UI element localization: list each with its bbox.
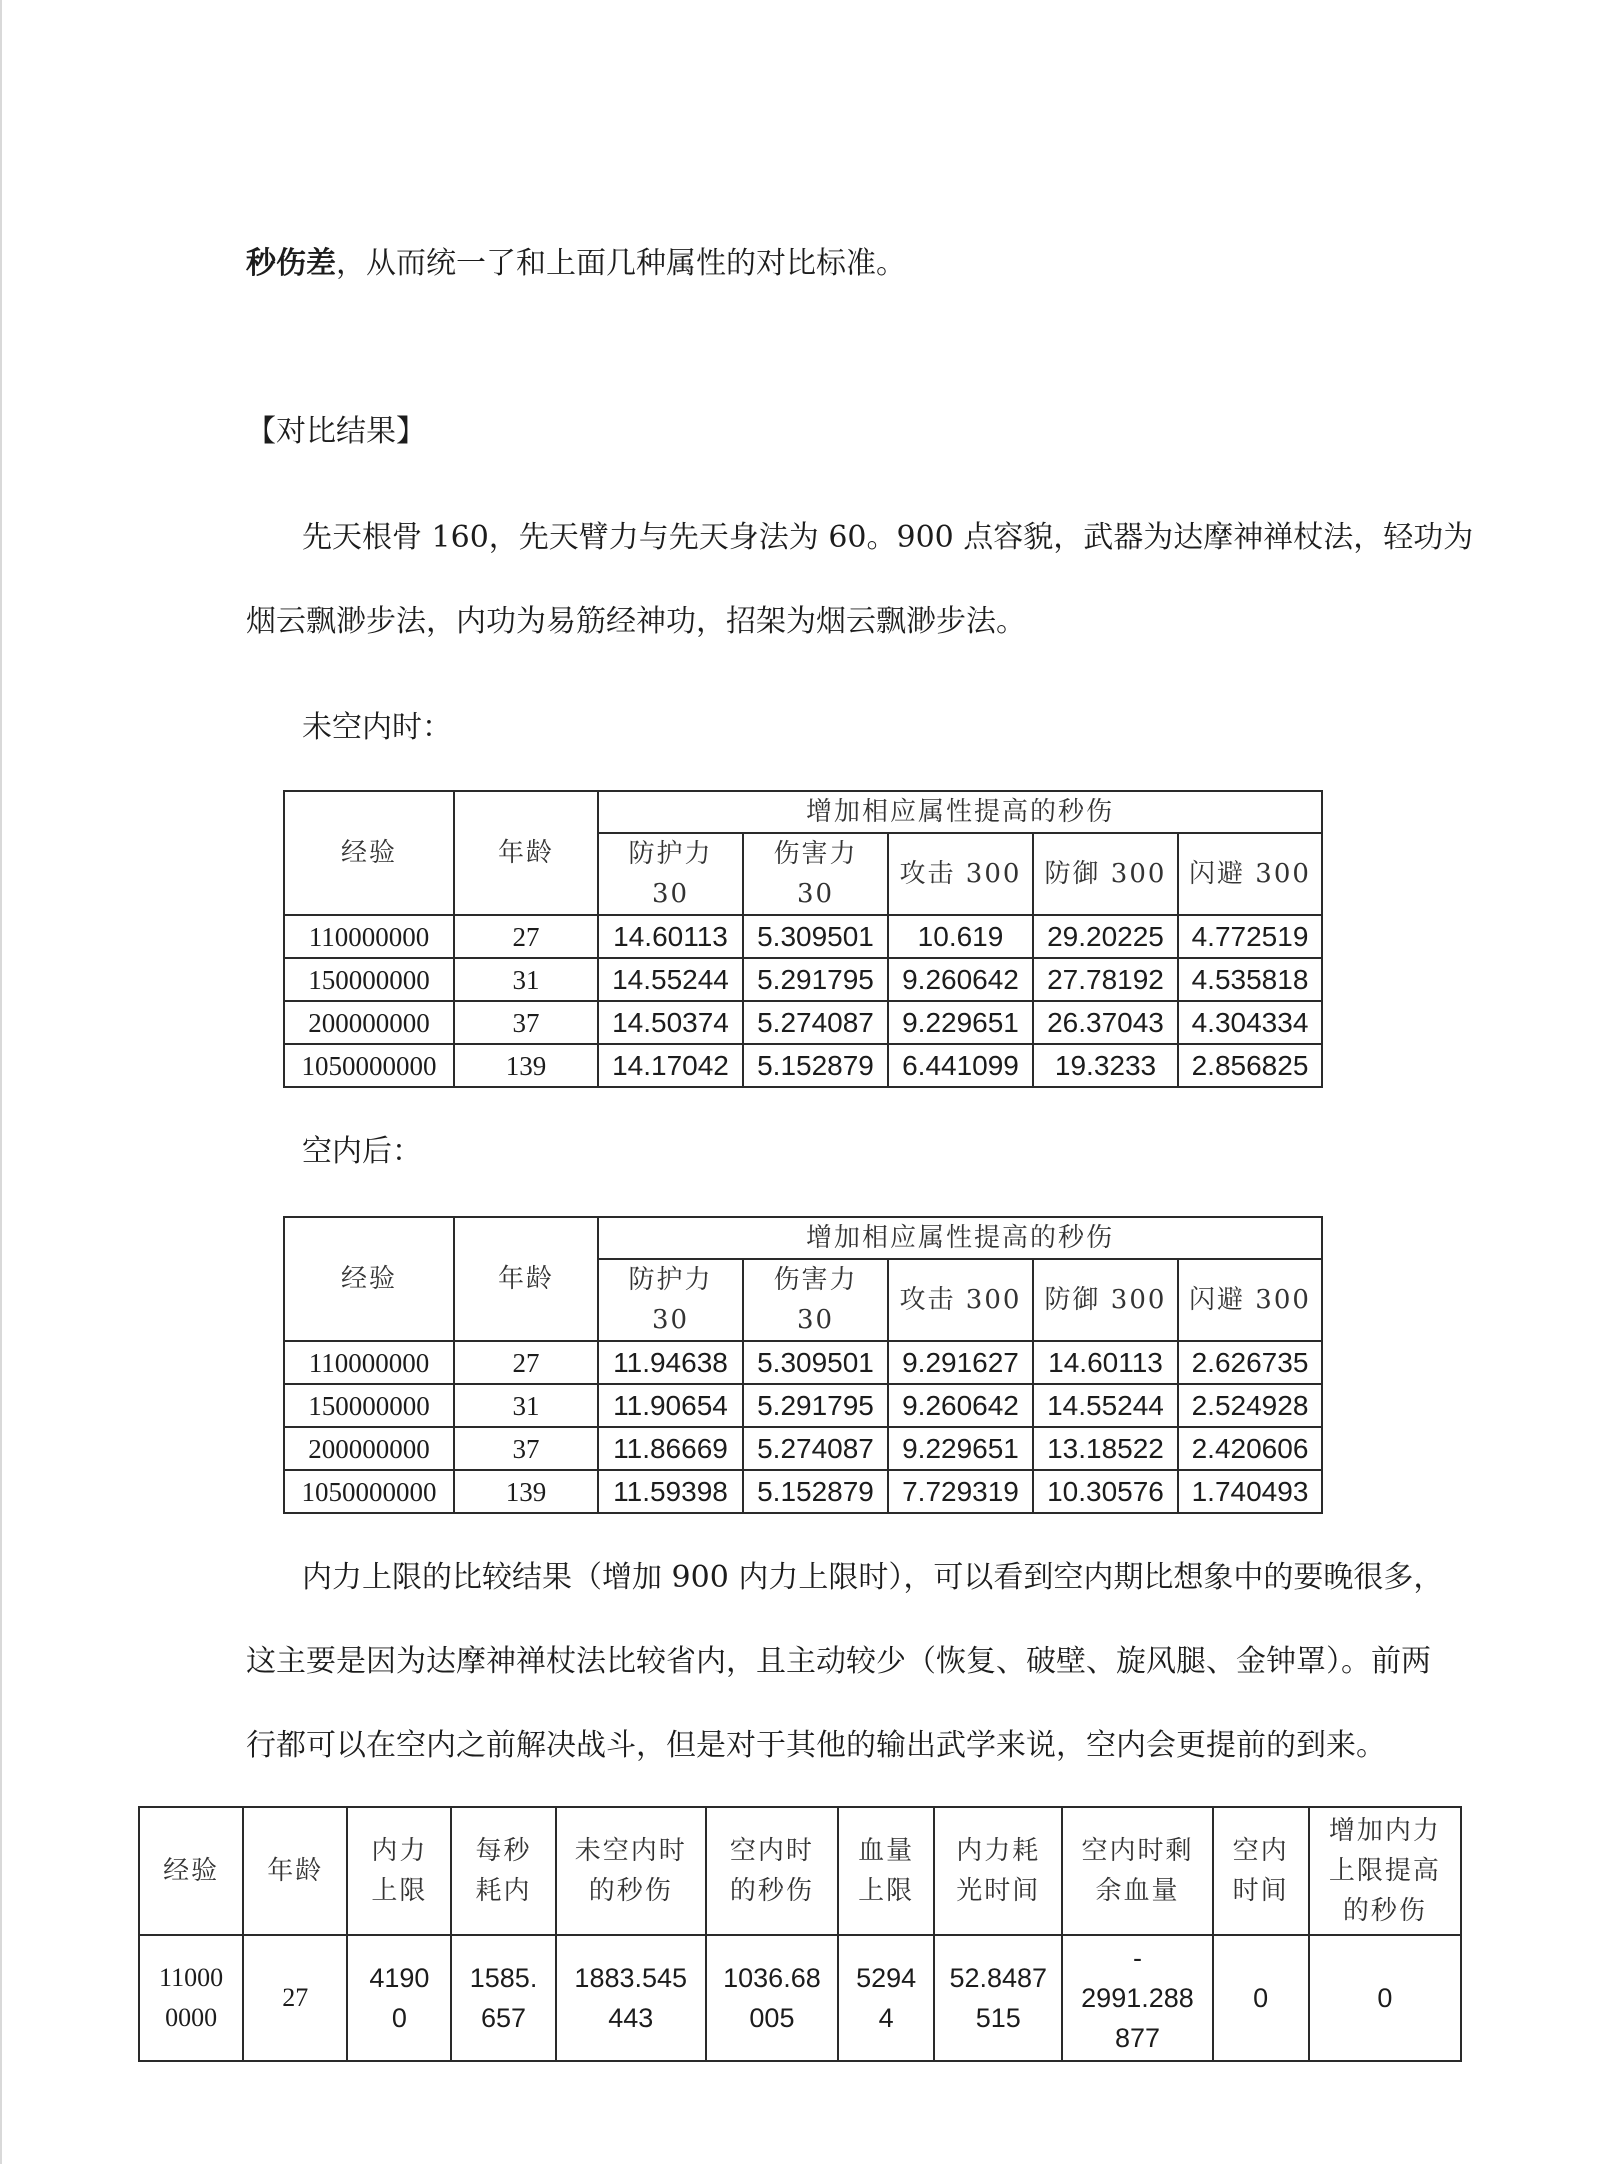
cell-exp: 1050000000 [284, 1470, 454, 1513]
cell-value: 5.274087 [743, 1001, 888, 1044]
cell-value: 10.30576 [1033, 1470, 1178, 1513]
cell-empty-time: 0 [1213, 1935, 1309, 2061]
cell-age: 31 [454, 958, 598, 1001]
header-age: 年龄 [454, 791, 598, 915]
header-age: 年龄 [454, 1217, 598, 1341]
header-defend: 防御 300 [1033, 1259, 1178, 1341]
cell-dps-before: 1883.545 443 [556, 1935, 706, 2061]
cell-value: 9.229651 [888, 1427, 1033, 1470]
table-after-empty [283, 1216, 1323, 1514]
cell-value: 1.740493 [1178, 1470, 1322, 1513]
cell-value: 10.619 [888, 915, 1033, 958]
table-row [284, 1384, 1322, 1427]
cell-mp-per-sec: 1585. 657 [451, 1935, 555, 2061]
cell-value: 2.524928 [1178, 1384, 1322, 1427]
table-row [284, 1001, 1322, 1044]
cell-value: 4.304334 [1178, 1001, 1322, 1044]
header-defense-power: 防护力 30 [598, 833, 743, 915]
cell-age: 27 [243, 1935, 347, 2061]
cell-value: 14.17042 [598, 1044, 743, 1087]
header-attr-group: 增加相应属性提高的秒伤 [598, 791, 1322, 833]
cell-exp: 150000000 [284, 1384, 454, 1427]
label-after-empty: 空内后： [302, 1134, 422, 1169]
cell-value: 7.729319 [888, 1470, 1033, 1513]
header-dodge: 闪避 300 [1178, 833, 1322, 915]
table-row [284, 1427, 1322, 1470]
intro-text: ，从而统一了和上面几种属性的对比标准。 [336, 246, 906, 281]
table-row [284, 915, 1322, 958]
page-edge [0, 0, 2, 2164]
header-dps-after: 空内时 的秒伤 [706, 1807, 838, 1935]
cell-value: 9.229651 [888, 1001, 1033, 1044]
header-gain: 增加内力 上限提高 的秒伤 [1309, 1807, 1461, 1935]
table-row [284, 1470, 1322, 1513]
conclusion-line-3: 行都可以在空内之前解决战斗，但是对于其他的输出武学来说，空内会更提前的到来。 [246, 1728, 1386, 1763]
cell-hp-cap: 5294 4 [838, 1935, 934, 2061]
table-row [139, 1935, 1461, 2061]
header-attr-group: 增加相应属性提高的秒伤 [598, 1217, 1322, 1259]
cell-age: 37 [454, 1427, 598, 1470]
cell-age: 27 [454, 1341, 598, 1384]
table-row [284, 1341, 1322, 1384]
table-row [284, 958, 1322, 1001]
cell-exp: 110000000 [284, 915, 454, 958]
cell-value: 11.86669 [598, 1427, 743, 1470]
cell-exp: 200000000 [284, 1427, 454, 1470]
header-dps-before: 未空内时 的秒伤 [556, 1807, 706, 1935]
cell-age: 27 [454, 915, 598, 958]
header-mp-cap: 内力 上限 [347, 1807, 451, 1935]
cell-value: 11.90654 [598, 1384, 743, 1427]
header-attack: 攻击 300 [888, 1259, 1033, 1341]
cell-age: 139 [454, 1044, 598, 1087]
header-hp-left: 空内时剩 余血量 [1062, 1807, 1212, 1935]
cell-value: 9.260642 [888, 1384, 1033, 1427]
cell-value: 29.20225 [1033, 915, 1178, 958]
cell-value: 4.535818 [1178, 958, 1322, 1001]
table-mp-cap [138, 1806, 1462, 2062]
cell-mp-time: 52.8487 515 [934, 1935, 1062, 2061]
header-empty-time: 空内 时间 [1213, 1807, 1309, 1935]
cell-value: 2.626735 [1178, 1341, 1322, 1384]
cell-value: 6.441099 [888, 1044, 1033, 1087]
conclusion-line-1: 内力上限的比较结果（增加 900 内力上限时），可以看到空内期比想象中的要晚很多， [302, 1560, 1444, 1595]
cell-value: 5.291795 [743, 1384, 888, 1427]
setup-line-2: 烟云飘渺步法，内功为易筋经神功，招架为烟云飘渺步法。 [246, 604, 1026, 639]
cell-exp: 200000000 [284, 1001, 454, 1044]
cell-value: 5.152879 [743, 1470, 888, 1513]
label-before-empty: 未空内时： [302, 710, 452, 745]
cell-exp: 150000000 [284, 958, 454, 1001]
header-damage: 伤害力 30 [743, 1259, 888, 1341]
cell-value: 5.309501 [743, 1341, 888, 1384]
cell-value: 5.309501 [743, 915, 888, 958]
cell-value: 14.60113 [1033, 1341, 1178, 1384]
cell-hp-left: - 2991.288 877 [1062, 1935, 1212, 2061]
cell-dps-after: 1036.68 005 [706, 1935, 838, 2061]
intro-bold-term: 秒伤差 [246, 246, 336, 281]
cell-value: 11.94638 [598, 1341, 743, 1384]
conclusion-line-2: 这主要是因为达摩神禅杖法比较省内，且主动较少（恢复、破壁、旋风腿、金钟罩）。前两 [246, 1644, 1431, 1679]
cell-value: 4.772519 [1178, 915, 1322, 958]
cell-value: 14.55244 [1033, 1384, 1178, 1427]
header-age: 年龄 [243, 1807, 347, 1935]
cell-age: 31 [454, 1384, 598, 1427]
cell-value: 5.291795 [743, 958, 888, 1001]
table-row [284, 1044, 1322, 1087]
cell-exp: 11000 0000 [139, 1935, 243, 2061]
cell-value: 27.78192 [1033, 958, 1178, 1001]
cell-value: 9.291627 [888, 1341, 1033, 1384]
cell-value: 14.55244 [598, 958, 743, 1001]
intro-paragraph [246, 244, 906, 284]
header-exp: 经验 [284, 791, 454, 915]
header-hp-cap: 血量 上限 [838, 1807, 934, 1935]
cell-gain: 0 [1309, 1935, 1461, 2061]
header-defense-power: 防护力 30 [598, 1259, 743, 1341]
cell-value: 26.37043 [1033, 1001, 1178, 1044]
cell-value: 14.60113 [598, 915, 743, 958]
cell-value: 13.18522 [1033, 1427, 1178, 1470]
header-dodge: 闪避 300 [1178, 1259, 1322, 1341]
header-mp-time: 内力耗 光时间 [934, 1807, 1062, 1935]
cell-exp: 110000000 [284, 1341, 454, 1384]
cell-value: 2.856825 [1178, 1044, 1322, 1087]
cell-value: 5.152879 [743, 1044, 888, 1087]
cell-value: 9.260642 [888, 958, 1033, 1001]
section-title: 【对比结果】 [246, 414, 426, 449]
header-exp: 经验 [139, 1807, 243, 1935]
cell-value: 5.274087 [743, 1427, 888, 1470]
header-mp-per-sec: 每秒 耗内 [451, 1807, 555, 1935]
cell-age: 37 [454, 1001, 598, 1044]
setup-line-1: 先天根骨 160，先天臂力与先天身法为 60。900 点容貌，武器为达摩神禅杖法，轻功为 [302, 520, 1474, 555]
header-attack: 攻击 300 [888, 833, 1033, 915]
cell-value: 14.50374 [598, 1001, 743, 1044]
cell-mp-cap: 4190 0 [347, 1935, 451, 2061]
table-before-empty [283, 790, 1323, 1088]
header-damage: 伤害力 30 [743, 833, 888, 915]
cell-exp: 1050000000 [284, 1044, 454, 1087]
header-exp: 经验 [284, 1217, 454, 1341]
cell-age: 139 [454, 1470, 598, 1513]
cell-value: 11.59398 [598, 1470, 743, 1513]
header-defend: 防御 300 [1033, 833, 1178, 915]
cell-value: 2.420606 [1178, 1427, 1322, 1470]
cell-value: 19.3233 [1033, 1044, 1178, 1087]
